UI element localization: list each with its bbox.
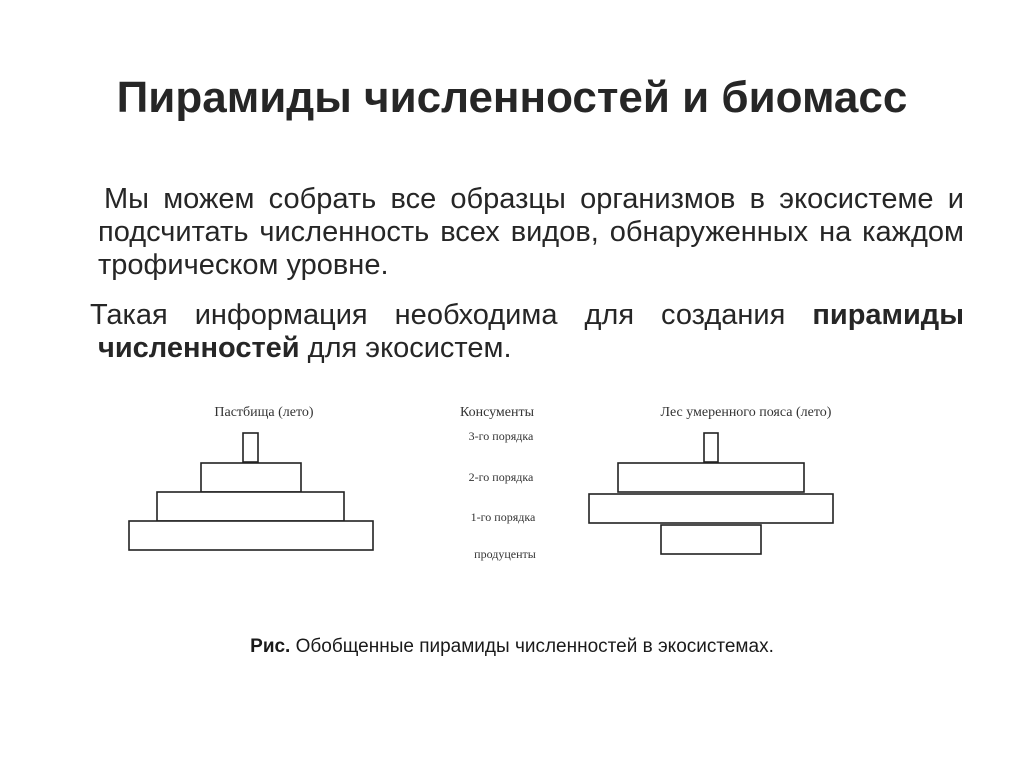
consumers-title: Консументы [459,405,535,420]
slide-title: Пирамиды численностей и биомасс [116,73,908,122]
forest-title: Лес умеренного пояса (лето) [660,405,832,420]
level-label-1: 1-го порядка [470,510,536,524]
forest-level-1 [589,494,833,523]
figure-caption [0,634,1024,660]
level-label-2: 2-го порядка [468,470,534,484]
forest-pyramid [589,405,833,554]
level-label-producers: продуценты [474,547,536,561]
grassland-level-1 [157,492,344,521]
grassland-producers [129,521,373,550]
grassland-title: Пастбища (лето) [214,405,314,420]
paragraph-1: Мы можем собрать все образцы организмов в экосистеме и подсчитать численность всех видов, обнаруженных на каждом трофическом уровне. [98,183,964,281]
consumer-level-labels [460,405,536,561]
level-label-3: 3-го порядка [468,429,534,443]
grassland-level-3 [243,433,258,462]
paragraph-2-lead: Такая информация необходима для создания [90,299,813,331]
caption-text: Обобщенные пирамиды численностей в экосистемах. [290,636,774,657]
forest-level-2 [618,463,804,492]
caption-prefix: Рис. [250,636,291,657]
paragraph-2-tail: для экосистем. [299,332,512,364]
paragraph-2-bold-term: пирамиды численностей [98,299,964,364]
forest-producers [661,525,761,554]
grassland-pyramid [129,405,373,550]
grassland-level-2 [201,463,301,492]
forest-level-3 [704,433,718,462]
